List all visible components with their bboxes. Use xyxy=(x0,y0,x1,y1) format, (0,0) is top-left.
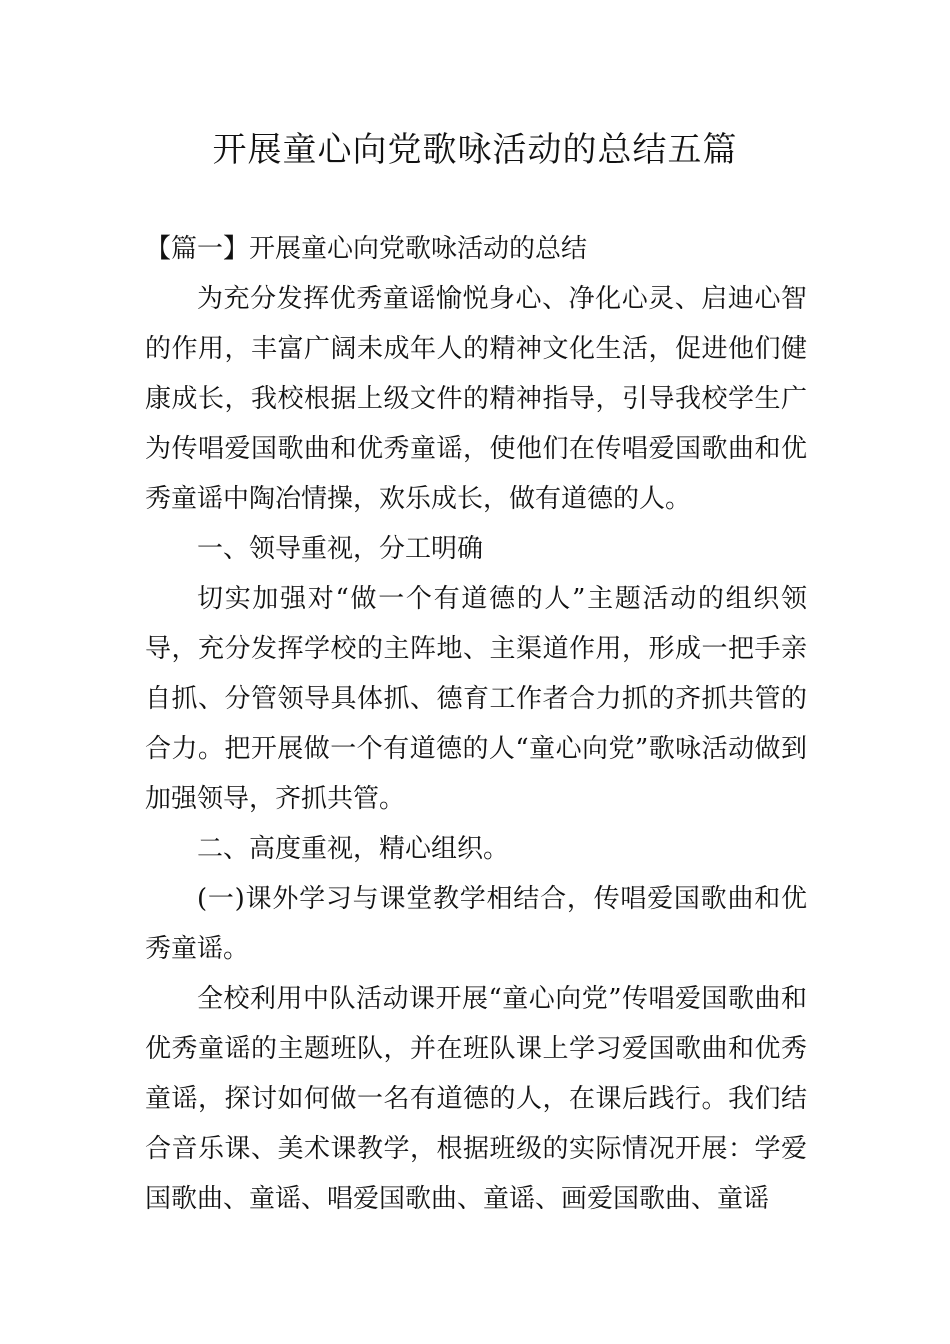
subheading-leadership: 一、领导重视，分工明确 xyxy=(197,534,484,564)
paragraph-intro: 为充分发挥优秀童谣愉悦身心、净化心灵、启迪心智的作用，丰富广阔未成年人的精神文化生活，促进他们健康成长，我校根据上级文件的精神指导，引导我校学生广为传唱爱国歌曲和优秀童谣，使他们在传唱爱国歌曲和优秀童谣中陶冶情操，欢乐成长，做有道德的人。 xyxy=(145,284,807,514)
document-body xyxy=(145,224,807,1224)
paragraph-activities: 全校利用中队活动课开展“童心向党”传唱爱国歌曲和优秀童谣的主题班队，并在班队课上学习爱国歌曲和优秀童谣，探讨如何做一名有道德的人，在课后践行。我们结合音乐课、美术课教学，根据班级的实际情况开展：学爱国歌曲、童谣、唱爱国歌曲、童谣、画爱国歌曲、童谣 xyxy=(145,984,807,1214)
document-title: 开展童心向党歌咏活动的总结五篇 xyxy=(212,130,738,170)
subheading-organization: 二、高度重视，精心组织。 xyxy=(197,834,510,864)
paragraph-leadership: 切实加强对“做一个有道德的人”主题活动的组织领导，充分发挥学校的主阵地、主渠道作用，形成一把手亲自抓、分管领导具体抓、德育工作者合力抓的齐抓共管的合力。把开展做一个有道德的人“童心向党”歌咏活动做到加强领导，齐抓共管。 xyxy=(145,584,807,814)
subheading-classroom: (一)课外学习与课堂教学相结合，传唱爱国歌曲和优秀童谣。 xyxy=(145,884,807,964)
section-heading: 【篇一】开展童心向党歌咏活动的总结 xyxy=(145,234,588,264)
